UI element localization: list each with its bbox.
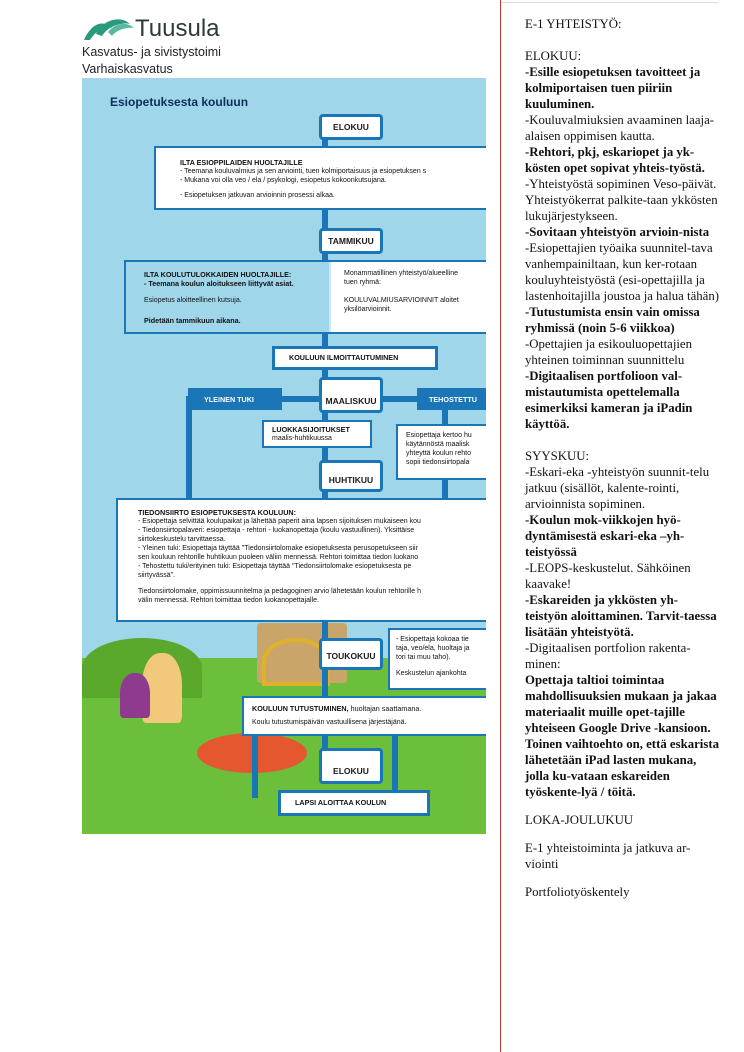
yleinen-tuki-box [188, 388, 282, 410]
lapsi-aloittaa-label: LAPSI ALOITTAA KOULUN [295, 798, 387, 807]
loka-item-1: E-1 yhteistoiminta ja jatkuva ar-viointi [525, 841, 691, 871]
elokuu-item-8: -Opettajien ja esikouluopettajien yhteinen toiminnan suunnittelu [525, 337, 693, 367]
poster-image [82, 78, 486, 834]
ilta2-r2: tuen ryhmä: [344, 279, 381, 286]
month-tammikuu: TAMMIKUU [319, 228, 383, 254]
side-l3: yhteyttä koulun rehto [406, 450, 471, 457]
sidebar-heading: E-1 YHTEISTYÖ: [525, 17, 622, 31]
poster-title: Esiopetuksesta kouluun [110, 95, 249, 109]
tehostettu-info-box [396, 424, 486, 480]
month-elokuu: ELOKUU [319, 114, 383, 140]
org-line-2: Varhaiskasvatus [82, 62, 173, 76]
yleinen-tuki-label: YLEINEN TUKI [204, 395, 254, 404]
pipe-bottom-right [392, 728, 398, 798]
elokuu-item-7: -Tutustumista ensin vain omissa ryhmissä (noin 5-6 viikkoa) [525, 305, 700, 335]
ilmoittautuminen-box [272, 346, 438, 370]
ilta2-title: ILTA KOULUTULOKKAIDEN HUOLTAJILLE: [144, 270, 292, 279]
syyskuu-item-4: -Eskareiden ja ykkösten yh-teistyön aloittaminen. Tarvit-taessa lisätään yhteistyötä. [525, 593, 717, 639]
logo-name: Tuusula [135, 15, 220, 42]
ilta2-r1: Monammatillinen yhteistyö/alueelline [344, 270, 459, 277]
tiedonsiirto-l2: - Tiedonsiirtopalaveri: esiopettaja - rehtori - luokanopettaja (koulu vastuullinen). Yksittäise [138, 527, 415, 534]
luokka-l1: LUOKKASIJOITUKSET [272, 425, 350, 434]
sidebar-text [525, 16, 720, 900]
toukokuu-l4: Keskustelun ajankohta [396, 670, 467, 677]
pipe-bottom-left [252, 728, 258, 798]
month-toukokuu: TOUKOKUU [319, 638, 383, 670]
side-l1: Esiopettaja kertoo hu [406, 432, 472, 439]
month-huhtikuu: HUHTIKUU [319, 460, 383, 492]
ilta2-r3: KOULUVALMIUSARVIOINNIT aloitet [344, 297, 459, 304]
pipe-left [186, 396, 192, 501]
elokuu-item-4: -Yhteistyöstä sopiminen Veso-päivät. Yhteistyökerrat palkite-taan ykkösten lukujärjestykseen. [525, 177, 718, 223]
ilta-esioppilaat-box [154, 146, 486, 210]
syyskuu-item-5: -Digitaalisen portfolion rakenta-minen: [525, 641, 691, 671]
tehostettu-label: TEHOSTETTU [429, 395, 477, 404]
tiedonsiirto-l8: Tiedonsiirtolomake, oppimissuunnitelma ja pedagoginen arvio lähetetään koulun rehtorille h [138, 588, 422, 595]
tiedonsiirto-l9: välin mennessä. Rehtori toimittaa tiedon luokanopettajalle. [138, 597, 319, 604]
section-loka-joulukuu: LOKA-JOULUKUU [525, 813, 634, 827]
ilta2-l3: Pidetään tammikuun aikana. [144, 316, 241, 325]
tehostettu-box [417, 388, 486, 410]
child-figure-2 [120, 673, 150, 718]
luokkasijoitukset-box [262, 420, 372, 448]
tiedonsiirto-l5: sen kouluun rehtorille huhtikuun puoleen väliin mennessä. Rehtori toimittaa tiedon luokano [138, 554, 419, 561]
month-maaliskuu: MAALISKUU [319, 377, 383, 413]
syyskuu-item-1: -Eskari-eka -yhteistyön suunnit-telu jatkuu (sisällöt, kalente-rointi, arvioinnista sopiminen. [525, 465, 710, 511]
tutustuminen-l1-bold: KOULUUN TUTUSTUMINEN, [252, 704, 349, 713]
tutustuminen-l1-rest: huoltajan saattamana. [348, 704, 422, 713]
ilta1-l3: - Esiopetuksen jatkuvan arvioinnin prosessi alkaa. [180, 192, 335, 199]
loka-item-2: Portfoliotyöskentely [525, 885, 630, 899]
tutustuminen-l2: Koulu tutustumispäivän vastuullisena järjestäjänä. [252, 719, 407, 726]
syyskuu-item-3: -LEOPS-keskustelut. Sähköinen kaavake! [525, 561, 691, 591]
elokuu-item-6: -Esiopettajien työaika suunnitel-tava vanhempainiltaan, kun ker-rotaan kouluyhteistyöstä (esi-opettajilla ja lastenhoitajilla joustoa ja halua tähän) [525, 241, 720, 303]
elokuu-item-5: -Sovitaan yhteistyön arvioin-nista [525, 225, 710, 239]
section-syyskuu: SYYSKUU: [525, 449, 589, 463]
tutustuminen-box [242, 696, 486, 736]
elokuu-item-9: -Digitaalisen portfolioon val-mistautumista opettelemalla esimerkiksi kameran ja iPadin käyttöä. [525, 369, 693, 431]
elokuu-item-3: -Rehtori, pkj, eskariopet ja yk-kösten opet sopivat yhteis-työstä. [525, 145, 705, 175]
pipe-main [322, 118, 328, 778]
luokka-l2: maalis-huhtikuussa [272, 435, 332, 442]
section-elokuu: ELOKUU: [525, 49, 582, 63]
tiedonsiirto-l3: siirtokeskustelu tarvittaessa. [138, 536, 226, 543]
tutustuminen-l1 [252, 704, 421, 713]
ilta2-r4: yksilöarvioinnit. [344, 306, 392, 313]
ilta-koulutulokkaat-box [124, 260, 486, 334]
ilta1-l1: - Teemana kouluvalmius ja sen arviointi, tuen kolmiportaisuus ja esiopetuksen s [180, 168, 427, 175]
toukokuu-l3: tori tai muu taho). [396, 654, 451, 661]
syyskuu-item-2: -Koulun mok-viikkojen hyö-dyntämisestä eskari-eka –yh-teistyössä [525, 513, 685, 559]
elokuu-item-2: -Kouluvalmiuksien avaaminen laaja-alaisen oppimisen kautta. [525, 113, 715, 143]
side-l4: sopii tiedonsiirtopala [406, 459, 470, 466]
lapsi-aloittaa-box [278, 790, 430, 816]
tiedonsiirto-l7: siirtyvässä". [138, 572, 176, 579]
tiedonsiirto-box [116, 498, 486, 622]
ilta2-l2: Esiopetus aloitteellinen kutsuja. [144, 297, 242, 304]
ilmoittautuminen-label: KOULUUN ILMOITTAUTUMINEN [289, 353, 399, 362]
month-elokuu-2: ELOKUU [319, 748, 383, 784]
toukokuu-l1: - Esiopettaja kokoaa tie [396, 636, 469, 643]
tiedonsiirto-l1: - Esiopettaja selvittää koulupaikat ja lähettää paperit aina lapsen sijoituksen mukaiseen kou [138, 518, 421, 525]
elokuu-item-1: -Esille esiopetuksen tavoitteet ja kolmiportaisen tuen piiriin kuuluminen. [525, 65, 701, 111]
tiedonsiirto-title: TIEDONSIIRTO ESIOPETUKSESTA KOULUUN: [138, 508, 297, 517]
syyskuu-item-6: Opettaja taltioi toimintaa mahdollisuuksien mukaan ja jakaa materiaalit muille opet-tajille yhteiseen Google Drive -kansioon. Toinen vaihtoehto on, että eskarista lähetetään iPad lasten mukana, jolla ku-vataan eskareiden työskente-lyä / töitä. [525, 673, 719, 799]
toukokuu-box [388, 628, 486, 690]
ilta2-l1: - Teemana koulun aloitukseen liittyvät asiat. [144, 279, 294, 288]
ilta1-l2: - Mukana voi olla veo / ela / psykologi, esiopetus kokoonkutsujana. [180, 177, 387, 184]
tiedonsiirto-l6: - Tehostettu tuki/erityinen tuki: Esiopettaja täyttää "Tiedonsiirtolomake esiopetuksesta pe [138, 563, 412, 570]
org-line-1: Kasvatus- ja sivistystoimi [82, 45, 221, 59]
tiedonsiirto-l4: - Yleinen tuki: Esiopettaja täyttää "Tiedonsiirtolomake esiopetuksesta perusopetukseen siir [138, 545, 418, 552]
side-l2: käytännöstä maalisk [406, 441, 470, 448]
toukokuu-l2: taja, veo/ela, huoltaja ja [396, 645, 470, 652]
ilta1-title: ILTA ESIOPPILAIDEN HUOLTAJILLE [180, 158, 303, 167]
